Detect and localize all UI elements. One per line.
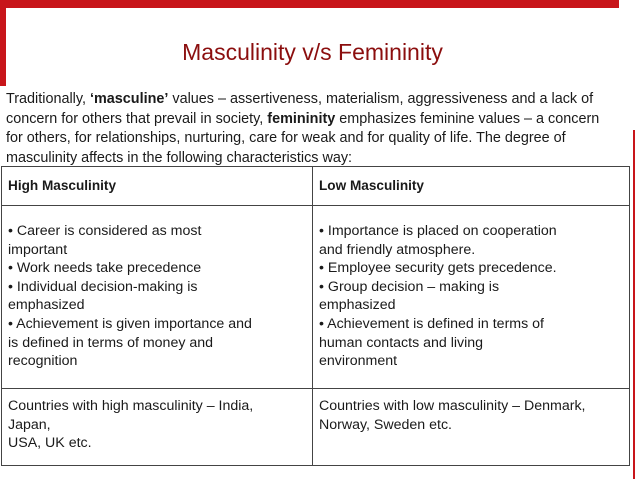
list-item: • Group decision – making is bbox=[319, 278, 500, 295]
low-masculinity-countries bbox=[313, 389, 630, 466]
right-edge-bar bbox=[633, 130, 635, 479]
list-item: • Individual decision-making is bbox=[8, 278, 198, 295]
list-item: and friendly atmosphere. bbox=[319, 241, 476, 258]
countries-line: Countries with high masculinity – India, bbox=[8, 398, 254, 414]
list-item: human contacts and living bbox=[319, 334, 484, 351]
list-item: recognition bbox=[8, 353, 78, 370]
intro-bold-femininity: femininity bbox=[267, 110, 336, 127]
low-masculinity-points bbox=[313, 206, 630, 389]
table-row-characteristics bbox=[2, 206, 630, 389]
list-item: emphasized bbox=[8, 297, 85, 314]
table-header-row bbox=[2, 167, 630, 206]
header-low-masculinity: Low Masculinity bbox=[313, 167, 630, 206]
list-item: important bbox=[8, 241, 68, 258]
list-item: • Importance is placed on cooperation bbox=[319, 223, 557, 239]
header-high-masculinity: High Masculinity bbox=[2, 167, 313, 206]
intro-paragraph bbox=[6, 90, 618, 168]
title-box bbox=[6, 8, 619, 86]
intro-text-2: values – assertiveness, materialism, aggressiveness and a lack of concern for others that prevail in society, bbox=[6, 91, 594, 127]
intro-text-1: Traditionally, bbox=[6, 91, 90, 107]
high-masculinity-countries bbox=[2, 389, 313, 466]
high-masculinity-points bbox=[2, 206, 313, 389]
table-row-countries bbox=[2, 389, 630, 466]
intro-text-3: emphasizes feminine values – a concern for others, for relationships, nurturing, care for weak and for quality of life. The degree of masculinity affects in the following characteristics way: bbox=[6, 110, 600, 166]
countries-line: USA, UK etc. bbox=[8, 435, 92, 452]
countries-line: Countries with low masculinity – Denmark, bbox=[319, 398, 586, 414]
comparison-table bbox=[1, 166, 630, 466]
list-item: • Achievement is defined in terms of bbox=[319, 315, 544, 332]
list-item: is defined in terms of money and bbox=[8, 334, 214, 351]
slide-title: Masculinity v/s Femininity bbox=[182, 39, 443, 65]
list-item: • Achievement is given importance and bbox=[8, 315, 252, 332]
list-item: environment bbox=[319, 353, 398, 370]
countries-line: Japan, bbox=[8, 416, 51, 433]
list-item: • Employee security gets precedence. bbox=[319, 260, 557, 277]
intro-bold-masculine: ‘masculine’ bbox=[89, 91, 169, 107]
list-item: • Career is considered as most bbox=[8, 223, 202, 239]
countries-line: Norway, Sweden etc. bbox=[319, 416, 452, 433]
list-item: emphasized bbox=[319, 297, 396, 314]
list-item: • Work needs take precedence bbox=[8, 260, 202, 277]
